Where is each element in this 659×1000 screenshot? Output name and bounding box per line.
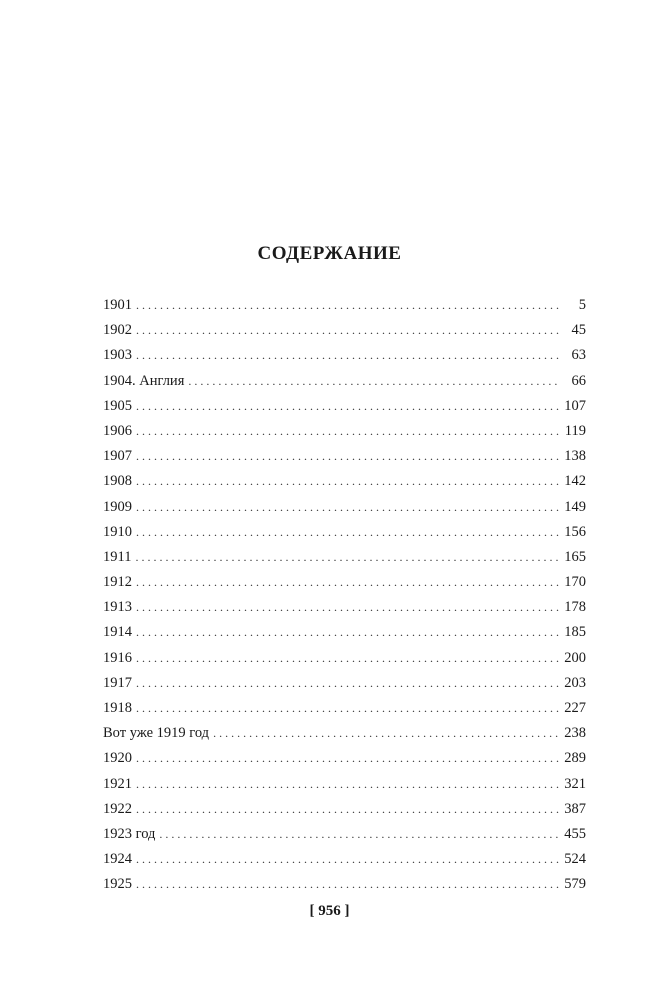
toc-entry-page: 66	[571, 372, 586, 389]
toc-entry	[103, 318, 586, 343]
dot-leader	[136, 696, 560, 721]
page-title: СОДЕРЖАНИЕ	[257, 243, 402, 264]
dot-leader	[159, 822, 560, 847]
toc-entry-page: 63	[571, 347, 586, 364]
toc-entry-page: 387	[564, 800, 586, 817]
dot-leader	[136, 646, 560, 671]
toc-entry	[103, 772, 586, 797]
toc-entry-page: 185	[564, 624, 586, 641]
toc-entry-page: 524	[564, 851, 586, 868]
toc-entry	[103, 495, 586, 520]
toc-entry	[103, 696, 586, 721]
toc-entry	[103, 545, 586, 570]
dot-leader	[136, 293, 560, 318]
dot-leader	[136, 469, 560, 494]
toc-entry-title: 1910	[103, 523, 132, 540]
toc-entry-page: 455	[564, 825, 586, 842]
toc-entry-title: 1908	[103, 473, 132, 490]
toc-entry	[103, 822, 586, 847]
toc-entry	[103, 797, 586, 822]
toc-entry-page: 203	[564, 674, 586, 691]
toc-entry-title: 1909	[103, 498, 132, 515]
dot-leader	[136, 620, 560, 645]
toc-entry-title: 1918	[103, 700, 132, 716]
toc-entry-title: 1904. Англия	[103, 372, 185, 389]
toc-entry-page: 107	[564, 397, 586, 414]
toc-entry	[103, 620, 586, 645]
toc-entry	[103, 570, 586, 595]
toc-entry-title: 1917	[103, 674, 132, 691]
toc-entry-title: 1916	[103, 649, 132, 666]
toc-entry-page: 119	[564, 422, 586, 439]
toc-entry	[103, 646, 586, 671]
page-number: [ 956 ]	[309, 903, 350, 919]
table-of-contents	[103, 293, 586, 898]
toc-entry	[103, 847, 586, 872]
toc-entry-title: 1924	[103, 851, 132, 868]
toc-entry-page: 45	[571, 322, 586, 339]
dot-leader	[136, 495, 560, 520]
dot-leader	[136, 671, 560, 696]
dot-leader	[136, 746, 560, 771]
toc-entry	[103, 746, 586, 771]
toc-entry-page: 5	[578, 297, 586, 313]
toc-entry-title: 1914	[103, 624, 132, 641]
toc-entry-title: 1923 год	[103, 825, 156, 842]
toc-entry-title: 1903	[103, 347, 132, 364]
toc-entry-title: 1912	[103, 574, 132, 591]
toc-entry	[103, 469, 586, 494]
toc-entry-title: 1905	[103, 397, 132, 414]
dot-leader	[136, 444, 560, 469]
toc-entry-page: 149	[564, 498, 586, 515]
toc-entry-page: 165	[564, 548, 586, 565]
toc-entry-title: 1920	[103, 750, 132, 767]
toc-entry	[103, 369, 586, 394]
toc-entry-title: Вот уже 1919 год	[103, 725, 210, 742]
dot-leader	[136, 847, 560, 872]
toc-entry	[103, 595, 586, 620]
toc-entry-title: 1925	[103, 876, 132, 893]
toc-entry-page: 156	[564, 523, 586, 540]
toc-entry-page: 178	[564, 599, 586, 616]
toc-entry-page: 142	[564, 473, 586, 490]
toc-entry-title: 1921	[103, 775, 132, 792]
dot-leader	[136, 872, 560, 897]
dot-leader	[136, 318, 560, 343]
toc-entry	[103, 520, 586, 545]
dot-leader	[136, 394, 560, 419]
toc-entry-title: 1913	[103, 599, 132, 616]
toc-entry	[103, 444, 586, 469]
toc-entry	[103, 872, 586, 897]
toc-entry	[103, 343, 586, 368]
dot-leader	[213, 721, 560, 746]
toc-entry-title: 1922	[103, 800, 132, 817]
toc-entry-title: 1907	[103, 448, 132, 465]
toc-entry-page: 170	[564, 574, 586, 591]
dot-leader	[136, 772, 560, 797]
toc-entry-title: 1901	[103, 297, 132, 313]
dot-leader	[188, 369, 560, 394]
toc-entry	[103, 394, 586, 419]
toc-entry-page: 227	[564, 700, 586, 716]
toc-entry-title: 1902	[103, 322, 132, 339]
toc-entry-page: 579	[564, 876, 586, 893]
dot-leader	[136, 343, 560, 368]
toc-entry-page: 321	[564, 775, 586, 792]
dot-leader	[136, 797, 560, 822]
toc-entry-page: 289	[564, 750, 586, 767]
toc-entry	[103, 293, 586, 318]
toc-entry	[103, 419, 586, 444]
toc-entry	[103, 671, 586, 696]
dot-leader	[135, 545, 560, 570]
dot-leader	[136, 520, 560, 545]
toc-entry-page: 138	[564, 448, 586, 465]
dot-leader	[136, 570, 560, 595]
toc-entry	[103, 721, 586, 746]
dot-leader	[136, 419, 560, 444]
toc-entry-title: 1906	[103, 422, 132, 439]
dot-leader	[136, 595, 560, 620]
toc-entry-title: 1911	[103, 548, 132, 565]
toc-entry-page: 200	[564, 649, 586, 666]
toc-entry-page: 238	[564, 725, 586, 742]
